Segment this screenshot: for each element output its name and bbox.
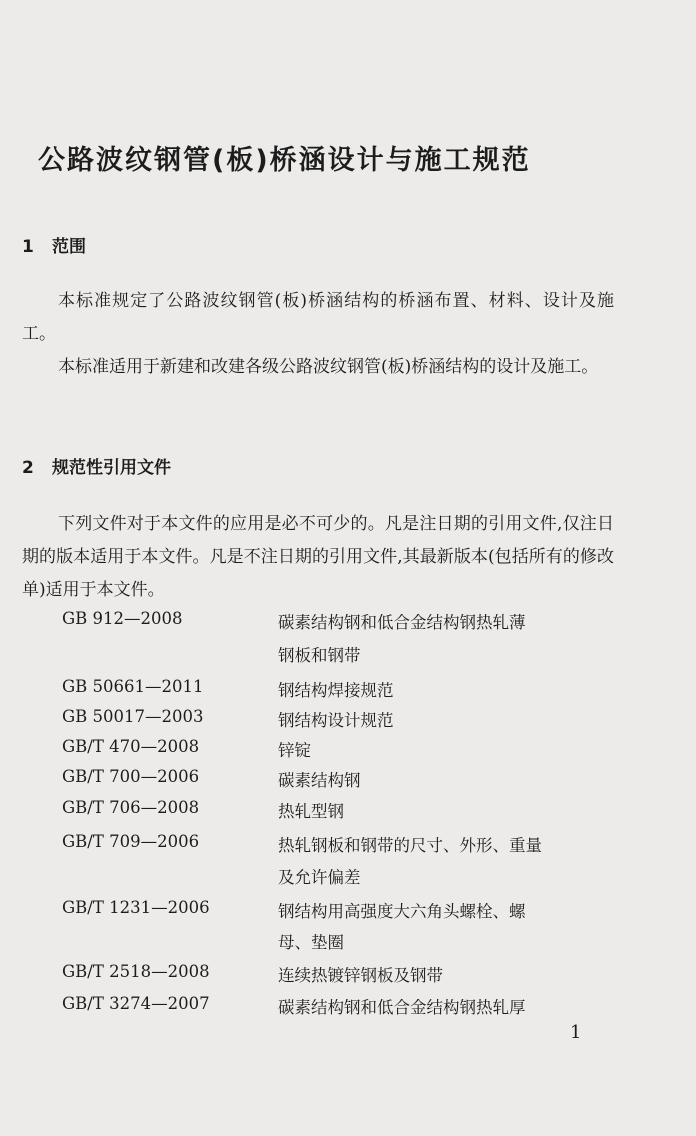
reference-title: 锌锭 xyxy=(278,741,311,760)
reference-row xyxy=(0,962,696,990)
reference-title-continued: 及允许偏差 xyxy=(278,868,361,887)
reference-code: GB/T 2518—2008 xyxy=(62,962,210,981)
reference-code: GB/T 706—2008 xyxy=(62,798,200,817)
reference-row xyxy=(0,609,696,637)
section-number: 1 xyxy=(22,237,34,257)
reference-code: GB/T 709—2006 xyxy=(62,832,200,851)
reference-code: GB 50017—2003 xyxy=(62,707,204,726)
reference-row xyxy=(0,994,696,1022)
reference-title: 钢结构设计规范 xyxy=(278,711,394,730)
page-title: 公路波纹钢管(板)桥涵设计与施工规范 xyxy=(38,145,531,176)
reference-code: GB 912—2008 xyxy=(62,609,183,628)
reference-title: 钢结构用高强度大六角头螺栓、螺 xyxy=(278,902,526,921)
reference-code: GB/T 1231—2006 xyxy=(62,898,210,917)
section-2-heading xyxy=(22,453,171,478)
section-number: 2 xyxy=(22,458,34,478)
reference-row xyxy=(0,677,696,705)
paragraph: 本标准适用于新建和改建各级公路波纹钢管(板)桥涵结构的设计及施工。 xyxy=(58,357,599,377)
reference-row xyxy=(0,832,696,860)
reference-title: 连续热镀锌钢板及钢带 xyxy=(278,966,443,985)
reference-row xyxy=(0,767,696,795)
reference-code: GB 50661—2011 xyxy=(62,677,204,696)
reference-title: 碳素结构钢和低合金结构钢热轧薄 xyxy=(278,613,526,632)
section-1-heading xyxy=(22,232,86,257)
reference-code: GB/T 3274—2007 xyxy=(62,994,210,1013)
paragraph: 本标准规定了公路波纹钢管(板)桥涵结构的桥涵布置、材料、设计及施工。 xyxy=(22,291,614,344)
reference-code: GB/T 470—2008 xyxy=(62,737,200,756)
reference-row xyxy=(0,737,696,765)
reference-title: 钢结构焊接规范 xyxy=(278,681,394,700)
reference-row xyxy=(0,898,696,926)
reference-row xyxy=(0,798,696,826)
paragraph: 下列文件对于本文件的应用是必不可少的。凡是注日期的引用文件,仅注日期的版本适用于本文件。凡是不注日期的引用文件,其最新版本(包括所有的修改单)适用于本文件。 xyxy=(22,514,614,600)
reference-title: 碳素结构钢 xyxy=(278,771,361,790)
reference-title: 热轧型钢 xyxy=(278,802,344,821)
reference-code: GB/T 700—2006 xyxy=(62,767,200,786)
reference-title-continued: 母、垫圈 xyxy=(278,933,344,952)
section-title: 规范性引用文件 xyxy=(52,458,171,478)
reference-title-continued: 钢板和钢带 xyxy=(278,646,361,665)
reference-row xyxy=(0,707,696,735)
reference-title: 碳素结构钢和低合金结构钢热轧厚 xyxy=(278,998,526,1017)
reference-title: 热轧钢板和钢带的尺寸、外形、重量 xyxy=(278,836,542,855)
page-number: 1 xyxy=(570,1022,582,1043)
section-title: 范围 xyxy=(52,237,86,257)
